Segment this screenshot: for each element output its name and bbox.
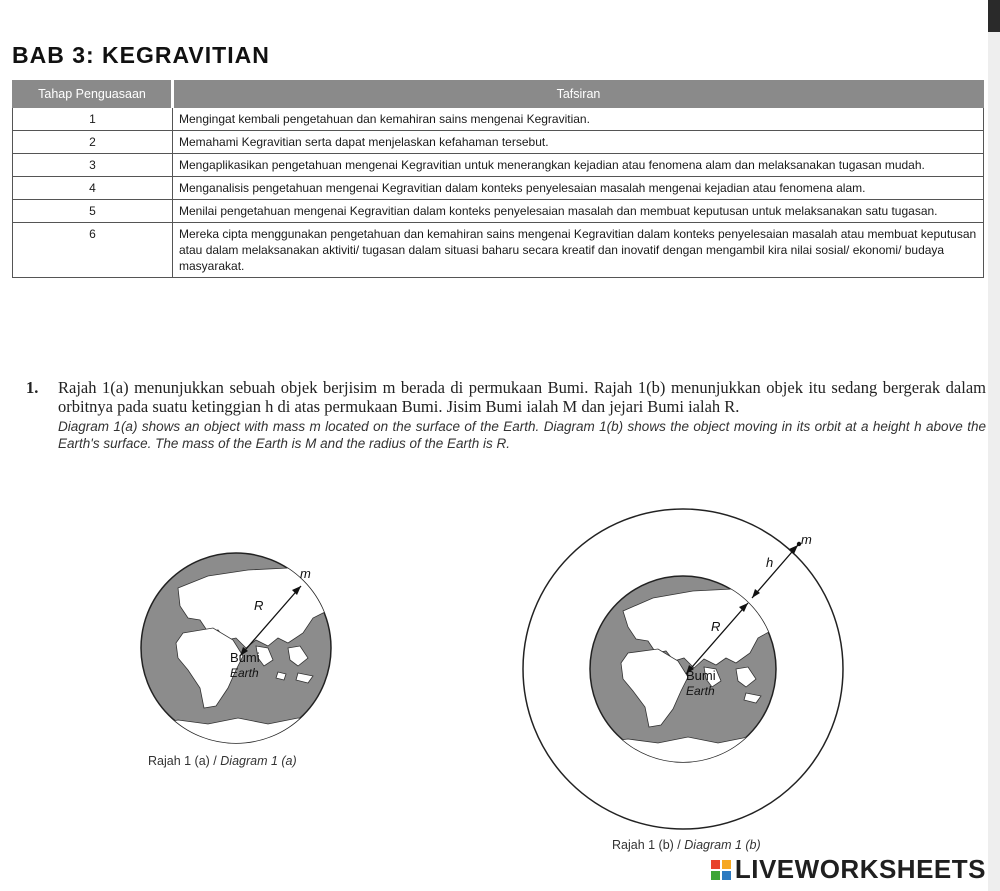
height-arrowhead (789, 545, 798, 554)
table-row (13, 154, 984, 177)
question-1 (26, 378, 986, 452)
liveworksheets-logo-icon (711, 860, 731, 880)
label-R: R (254, 598, 264, 613)
label-earth: Earth (686, 684, 715, 698)
label-m: m (801, 532, 812, 547)
level-number: 3 (13, 154, 173, 177)
caption-diagram-1b (612, 838, 761, 852)
level-number: 6 (13, 223, 173, 278)
chapter-title: BAB 3: KEGRAVITIAN (12, 42, 270, 68)
table-header-row (13, 81, 984, 108)
table-row (13, 223, 984, 278)
label-bumi: Bumi (230, 650, 260, 665)
caption-english: Diagram 1 (a) (220, 754, 297, 768)
level-description: Memahami Kegravitian serta dapat menjelaskan kefahaman tersebut. (173, 131, 984, 154)
table-row (13, 177, 984, 200)
caption-english: Diagram 1 (b) (684, 838, 761, 852)
scrollbar[interactable] (988, 0, 1000, 891)
label-R: R (711, 619, 721, 634)
scrollbar-thumb[interactable] (988, 0, 1000, 32)
watermark-text: LIVEWORKSHEETS (734, 854, 986, 884)
table-row (13, 108, 984, 131)
level-number: 5 (13, 200, 173, 223)
level-description: Menganalisis pengetahuan mengenai Kegravitian dalam konteks penyelesaian masalah mengenai kejadian atau fenomena alam. (173, 177, 984, 200)
label-h: h (766, 555, 774, 570)
diagram-1b-orbit (518, 503, 848, 833)
level-description: Menilai pengetahuan mengenai Kegravitian dalam konteks penyelesaian masalah dan membuat keputusan untuk melaksanakan satu tugasan. (173, 200, 984, 223)
diagram-1a-earth (138, 548, 338, 748)
liveworksheets-watermark (711, 854, 986, 885)
level-description: Mengingat kembali pengetahuan dan kemahiran sains mengenai Kegravitian. (173, 108, 984, 131)
caption-malay: Rajah 1 (a) / (148, 754, 221, 768)
question-text-malay: Rajah 1(a) menunjukkan sebuah objek berjisim m berada di permukaan Bumi. Rajah 1(b) menunjukkan objek itu sedang bergerak dalam orbitnya pada suatu ketinggian h di atas permukaan Bumi. Jisim Bumi ialah M dan jejari Bumi ialah R. (58, 378, 986, 416)
level-description: Mereka cipta menggunakan pengetahuan dan kemahiran sains mengenai Kegravitian dalam konteks penyelesaian masalah atau membuat keputusan atau dalam melaksanakan aktiviti/ tugasan dalam situasi baharu secara kreatif dan inovatif dengan mengambil kira nilai sosial/ ekonomi/ budaya masyarakat. (173, 223, 984, 278)
table-row (13, 200, 984, 223)
level-number: 4 (13, 177, 173, 200)
mastery-level-table (12, 80, 984, 278)
header-tahap-penguasaan: Tahap Penguasaan (13, 81, 173, 108)
question-number: 1. (26, 378, 39, 397)
label-m: m (300, 566, 311, 581)
header-tafsiran: Tafsiran (173, 81, 984, 108)
height-line (752, 545, 798, 598)
label-bumi: Bumi (686, 668, 716, 683)
question-text-english: Diagram 1(a) shows an object with mass m located on the surface of the Earth. Diagram 1(b) shows the object moving in its orbit at a height h above the Earth's surface. The mass of the Earth is M and the radius of the Earth is R. (58, 419, 986, 451)
level-description: Mengaplikasikan pengetahuan mengenai Kegravitian untuk menerangkan kejadian atau fenomena alam dan melaksanakan tugasan mudah. (173, 154, 984, 177)
table-row (13, 131, 984, 154)
caption-malay: Rajah 1 (b) / (612, 838, 685, 852)
level-number: 1 (13, 108, 173, 131)
caption-diagram-1a (148, 754, 297, 768)
label-earth: Earth (230, 666, 259, 680)
level-number: 2 (13, 131, 173, 154)
